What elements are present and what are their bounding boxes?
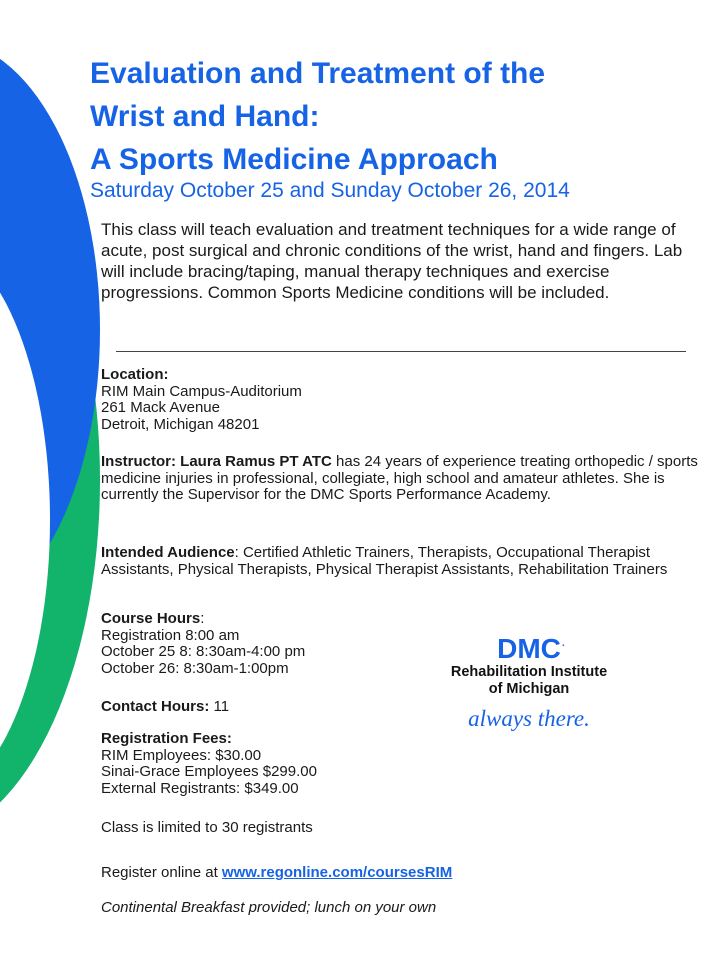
registration-limit: Class is limited to 30 registrants xyxy=(101,819,313,836)
course-description: This class will teach evaluation and treatment techniques for a wide range of acute, post surgical and chronic conditions of the wrist, hand and fingers. Lab will include bracing/taping, manual therapy techniques and exercise progressions. Common Sports Medicine conditions will be included. xyxy=(101,220,683,302)
divider xyxy=(116,351,686,352)
registration-link[interactable]: www.regonline.com/coursesRIM xyxy=(221,864,453,881)
fee-rim: RIM Employees: $30.00 xyxy=(101,746,262,764)
dmc-rim-logo xyxy=(436,630,622,740)
hours-line-1: Registration 8:00 am xyxy=(101,626,240,644)
audience-list: : Certified Athletic Trainers, Therapists, Occupational Therapist Assistants, Physical Therapists, Physical Therapist Assistants, Rehabilitation Trainers xyxy=(101,544,668,578)
fees-section xyxy=(101,731,701,797)
logo-line-2: of Michigan xyxy=(488,681,570,697)
decorative-curves xyxy=(0,0,100,960)
location-label: Location: xyxy=(101,366,169,383)
register-prefix: Register online at xyxy=(101,864,222,881)
location-line-1: RIM Main Campus-Auditorium xyxy=(101,382,302,400)
logo-brand: DMC xyxy=(497,633,561,664)
location-line-3: Detroit, Michigan 48201 xyxy=(101,415,260,433)
instructor-bio: has 24 years of experience treating orthopedic / sports medicine injuries in professional, collegiate, high school and amateur athletes. She is currently the Supervisor for the DMC Sports Performance Academy. xyxy=(101,453,698,503)
instructor-label: Instructor: Laura Ramus PT ATC xyxy=(101,453,332,470)
flyer-title xyxy=(90,52,710,181)
fee-sinai: Sinai-Grace Employees $299.00 xyxy=(101,763,317,780)
hours-label: Course Hours xyxy=(101,610,201,627)
logo-mark: . xyxy=(562,638,565,649)
instructor-section xyxy=(101,454,701,504)
contact-value: 11 xyxy=(209,698,230,715)
hours-line-2: October 25 8: 8:30am-4:00 pm xyxy=(101,643,306,660)
audience-label: Intended Audience xyxy=(101,544,235,561)
title-line-1: Evaluation and Treatment of the xyxy=(90,57,546,90)
fee-external: External Registrants: $349.00 xyxy=(101,779,299,797)
hours-line-3: October 26: 8:30am-1:00pm xyxy=(101,659,289,677)
audience-section xyxy=(101,545,701,578)
logo-tagline: always there. xyxy=(468,706,590,731)
location-section xyxy=(101,367,701,433)
logo-line-1: Rehabilitation Institute xyxy=(450,664,608,680)
location-line-2: 261 Mack Avenue xyxy=(101,399,220,416)
title-line-2: Wrist and Hand: xyxy=(90,100,320,133)
title-line-3: A Sports Medicine Approach xyxy=(90,143,498,176)
event-dates: Saturday October 25 and Sunday October 26, 2014 xyxy=(90,179,570,202)
fees-label: Registration Fees: xyxy=(101,730,232,747)
hours-colon: : xyxy=(200,610,205,627)
register-line xyxy=(101,865,701,882)
breakfast-note: Continental Breakfast provided; lunch on your own xyxy=(101,899,437,916)
contact-label: Contact Hours: xyxy=(101,698,210,715)
